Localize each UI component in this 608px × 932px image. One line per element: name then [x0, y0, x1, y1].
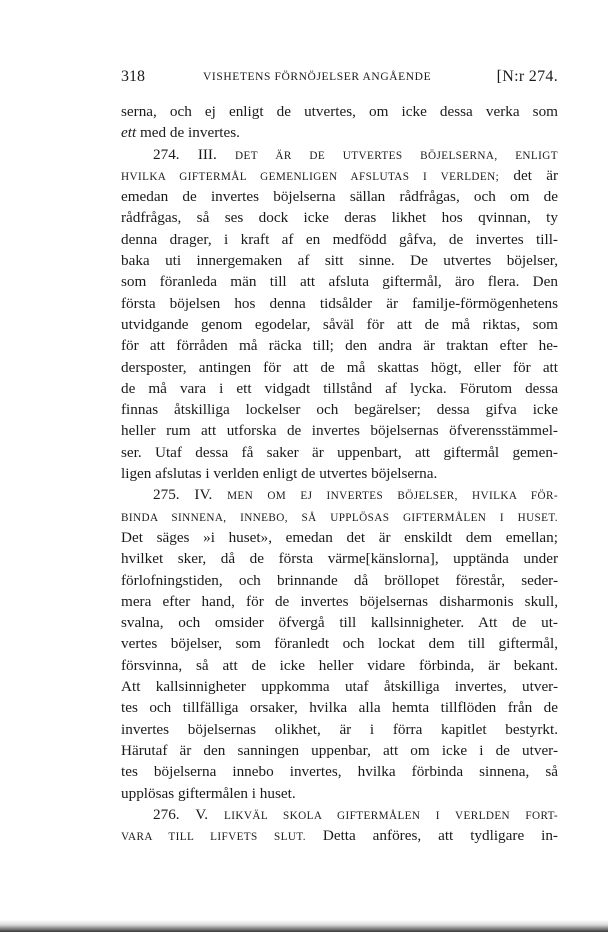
text-line: rådfrågas, så ses dock icke deras likhet hos qvinnan, ty	[121, 209, 558, 227]
scan-bottom-edge	[0, 920, 608, 932]
text-line: förlofningstiden, och brinnande då bröllopet förestår, seder-	[121, 571, 558, 589]
section-title: BINDA SINNENA, INNEBO, SÅ UPPLÖSAS GIFTERMÅLEN I HUSET.	[121, 511, 558, 524]
italic-word: ett	[121, 124, 137, 142]
page-number: 318	[121, 68, 145, 85]
text-line: dersposter, antingen för att de må skattas högt, eller för att	[121, 358, 558, 376]
text-line: försvinna, så att de icke heller vidare förbinda, är bekant.	[121, 656, 558, 674]
text-line: finnas åtskilliga lockelser och begärelser; dessa gifva icke	[121, 401, 558, 419]
text-line: serna, och ej enligt de utvertes, om icke dessa verka som	[121, 103, 558, 120]
section-title: VARA TILL LIFVETS SLUT.	[121, 831, 306, 844]
text-line: invertes böjelsernas olikhet, är i förra kapitlet bestyrkt.	[121, 720, 558, 738]
section-number: 275. IV.	[153, 486, 213, 504]
section-title: MEN OM EJ INVERTES BÖJELSER, HVILKA FÖR-	[227, 490, 558, 503]
section-heading-276-cont	[121, 825, 558, 846]
text-fragment: det är	[513, 166, 558, 184]
text-line: hvilket sker, då de första värme[känslorna], upptända under	[121, 550, 558, 568]
text-line: de må vara i ett vidgadt tillstånd af lycka. Förutom dessa	[121, 379, 558, 397]
text-fragment: Detta anföres, att tydligare in-	[322, 827, 558, 845]
text-line: Härutaf är den sanningen uppenbar, att om icke i de utver-	[121, 741, 558, 759]
text-line: ligen afslutas i verlden enligt de utvertes böjelserna.	[121, 465, 438, 483]
section-reference: [N:r 274.	[496, 68, 558, 85]
text-line: utvidgande genom egodelar, såväl för att de må riktas, som	[121, 315, 558, 333]
section-title: LIKVÄL SKOLA GIFTERMÅLEN I VERLDEN FORT-	[224, 809, 558, 822]
text-line: upplösas giftermålen i huset.	[121, 784, 296, 802]
text-line: mera efter hand, för de invertes böjelsernas disharmonis skull,	[121, 592, 558, 610]
text-line: som föranleda män till att afsluta giftermål, äro flera. Den	[121, 273, 558, 291]
text-line: tes böjelserna innebo invertes, hvilka förbinda sinnena, så	[121, 763, 558, 781]
body-text	[121, 101, 558, 846]
section-heading-274-cont	[121, 165, 558, 186]
section-heading-276	[121, 804, 558, 825]
text-line: Det säges »i huset», emedan det är enskildt dem emellan;	[121, 528, 558, 546]
text-line: Att kallsinnigheter uppkomma utaf åtskilliga invertes, utver-	[121, 678, 558, 696]
text-line: emedan de invertes böjelserna sällan rådfrågas, och om de	[121, 188, 558, 206]
section-number: 274. III.	[153, 145, 217, 163]
text-line: tes och tillfälliga orsaker, hvilka alla hemta tillflöden från de	[121, 699, 558, 717]
page-header	[121, 68, 558, 90]
running-title: VISHETENS FÖRNÖJELSER ANGÅENDE	[203, 71, 432, 83]
section-title: DET ÄR DE UTVERTES BÖJELSERNA, ENLIGT	[235, 149, 558, 162]
text-line: heller rum att utforska de invertes böjelsernas öfverensstämmel-	[121, 422, 558, 440]
text-line: ser. Utaf dessa få saker är uppenbart, att giftermål gemen-	[121, 443, 558, 461]
text-line: baka uti innergemaken af sitt sinne. De utvertes böjelser,	[121, 252, 558, 270]
section-heading-275	[121, 484, 558, 505]
text-line: vertes böjelser, som föranledt och lockat dem till giftermål,	[121, 635, 558, 653]
text-line: för att förråden må räcka till; den andra är traktan efter he-	[121, 337, 558, 355]
section-heading-274	[121, 144, 558, 165]
text-line: svalna, och omsider öfvergå till kallsinnigheter. Att de ut-	[121, 614, 558, 632]
text-line: ett med de invertes.	[121, 124, 240, 142]
section-title: HVILKA GIFTERMÅL GEMENLIGEN AFSLUTAS I VERLDEN;	[121, 170, 500, 183]
section-heading-275-cont	[121, 506, 558, 527]
section-number: 276. V.	[153, 805, 209, 823]
text-line: denna drager, i kraft af en medfödd gåfva, de invertes till-	[121, 230, 558, 248]
text-line: första böjelsen hos denna tidsålder är familje-förmögenhetens	[121, 294, 558, 312]
